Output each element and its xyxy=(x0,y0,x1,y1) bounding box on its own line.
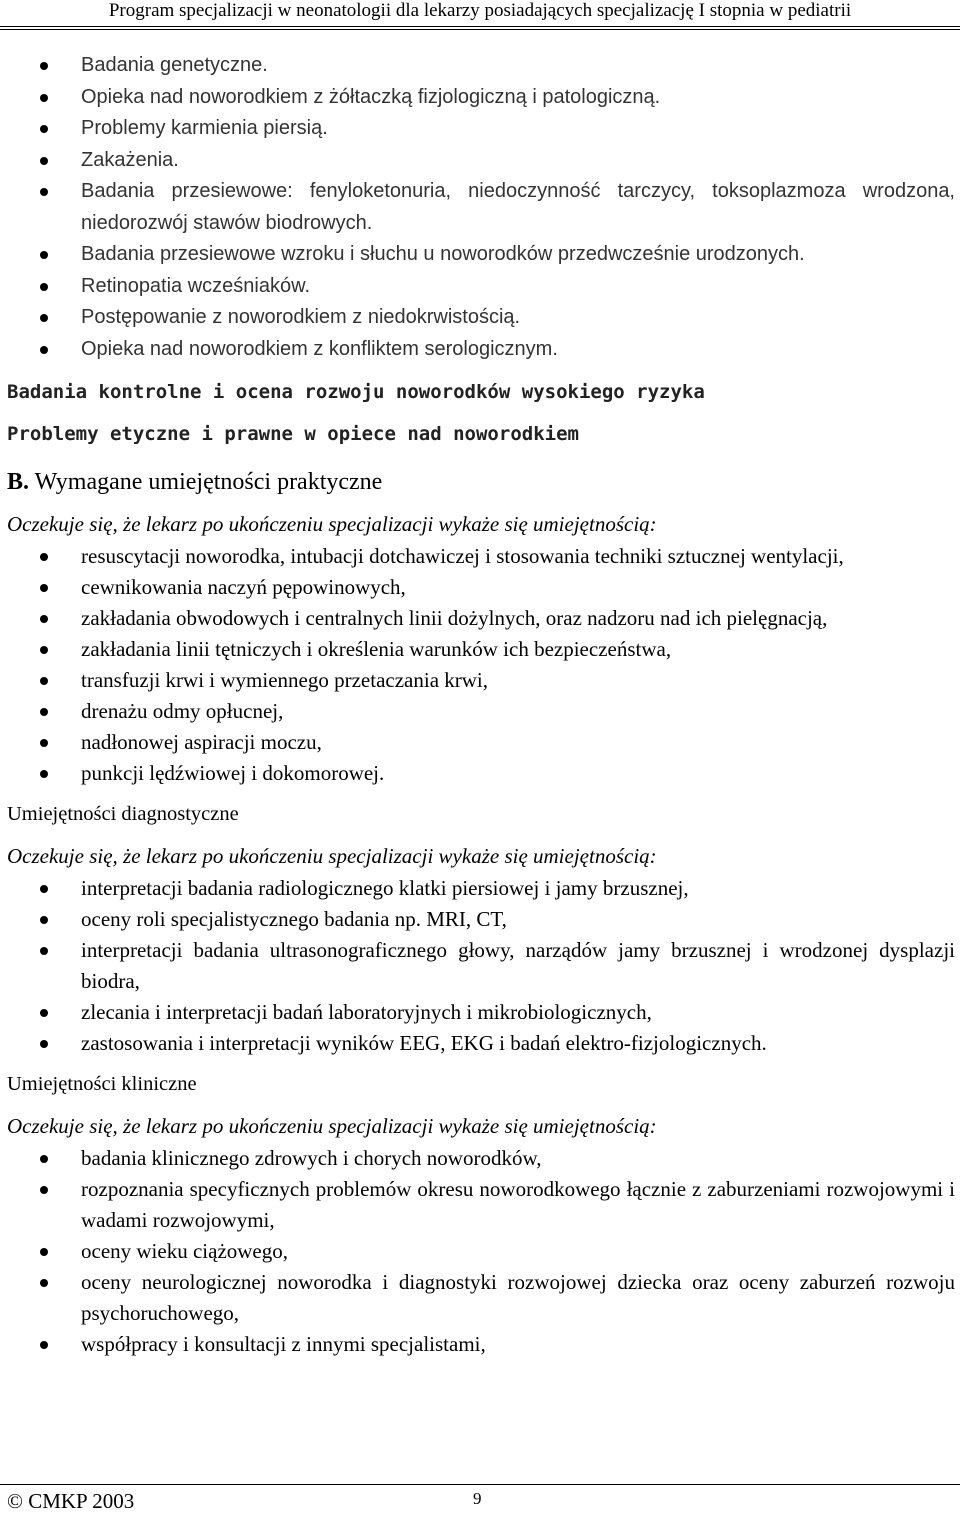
bullet-icon xyxy=(40,1186,48,1194)
list-item xyxy=(7,271,955,303)
list-item-text: Problemy karmienia piersią. xyxy=(81,117,328,139)
diagnostic-skills-list xyxy=(7,873,955,1059)
bullet-icon xyxy=(40,157,48,165)
list-item-text: transfuzji krwi i wymiennego przetaczania krwi, xyxy=(81,668,489,692)
bullet-icon xyxy=(40,739,48,747)
bullet-icon xyxy=(40,1040,48,1048)
list-item xyxy=(7,603,955,634)
list-item-text: badania klinicznego zdrowych i chorych noworodków, xyxy=(81,1146,542,1170)
heading-diagnostic: Umiejętności diagnostyczne xyxy=(7,803,239,825)
list-item xyxy=(7,873,955,904)
list-item xyxy=(7,50,955,82)
list-item-text: zakładania obwodowych i centralnych linii dożylnych, oraz nadzoru nad ich pielęgnacją, xyxy=(81,606,828,630)
list-item xyxy=(7,113,955,145)
list-item-text: współpracy i konsultacji z innymi specjalistami, xyxy=(81,1332,486,1356)
page-header: Program specjalizacji w neonatologii dla lekarzy posiadających specjalizację I stopnia w pediatrii xyxy=(108,0,852,21)
bullet-icon xyxy=(40,1279,48,1287)
list-item-text: Opieka nad noworodkiem z żółtaczką fizjologiczną i patologiczną. xyxy=(81,85,661,108)
list-item xyxy=(7,1236,955,1267)
header-rule-double xyxy=(0,29,960,30)
list-item-text: punkcji lędźwiowej i dokomorowej. xyxy=(81,761,385,785)
list-item xyxy=(7,1267,955,1329)
list-item xyxy=(7,665,955,696)
practical-skills-list xyxy=(7,541,955,789)
list-item xyxy=(7,758,955,789)
heading-clinical: Umiejętności kliniczne xyxy=(7,1073,197,1095)
list-item-text: Retinopatia wcześniaków. xyxy=(81,274,311,297)
topic-list xyxy=(7,50,955,365)
list-item xyxy=(7,634,955,665)
list-item xyxy=(7,997,955,1028)
bullet-icon xyxy=(40,1341,48,1349)
bullet-icon xyxy=(40,346,48,354)
list-item xyxy=(7,727,955,758)
clinical-skills-list xyxy=(7,1143,955,1360)
bullet-icon xyxy=(40,553,48,561)
bullet-icon xyxy=(40,708,48,716)
page-number: 9 xyxy=(473,1489,482,1508)
list-item xyxy=(7,145,955,177)
bullet-icon xyxy=(40,677,48,685)
list-item-text: Badania genetyczne. xyxy=(81,54,268,76)
list-item-text: drenażu odmy opłucnej, xyxy=(81,699,284,723)
list-item xyxy=(7,302,955,334)
bullet-icon xyxy=(40,1155,48,1163)
list-item-text: interpretacji badania radiologicznego klatki piersiowej i jamy brzusznej, xyxy=(81,876,689,900)
heading-follow-up: Badania kontrolne i ocena rozwoju noworodków wysokiego ryzyka xyxy=(7,381,705,403)
list-item xyxy=(7,696,955,727)
list-item-text: oceny roli specjalistycznego badania np. MRI, CT, xyxy=(81,907,507,931)
bullet-icon xyxy=(40,283,48,291)
bullet-icon xyxy=(40,584,48,592)
heading-ethics: Problemy etyczne i prawne w opiece nad noworodkiem xyxy=(7,423,579,445)
list-item xyxy=(7,1174,955,1236)
list-item-text: nadłonowej aspiracji moczu, xyxy=(81,730,322,754)
section-b-letter: B. xyxy=(7,469,30,495)
intro-clinical: Oczekuje się, że lekarz po ukończeniu specjalizacji wykaże się umiejętnością: xyxy=(7,1114,657,1138)
list-item-text: rozpoznania specyficznych problemów okresu noworodkowego łącznie z zaburzeniami rozwojowymi i wadami rozwojowymi, xyxy=(81,1177,955,1232)
list-item xyxy=(7,1329,955,1360)
bullet-icon xyxy=(40,125,48,133)
list-item xyxy=(7,82,955,114)
bullet-icon xyxy=(40,615,48,623)
list-item-text: zlecania i interpretacji badań laboratoryjnych i mikrobiologicznych, xyxy=(81,1000,652,1024)
bullet-icon xyxy=(40,188,48,196)
bullet-icon xyxy=(40,1248,48,1256)
bullet-icon xyxy=(40,62,48,70)
page-content xyxy=(7,50,955,1360)
list-item-text: interpretacji badania ultrasonograficznego głowy, narządów jamy brzusznej i wrodzonej dysplazji biodra, xyxy=(81,938,955,993)
bullet-icon xyxy=(40,251,48,259)
list-item-text: Badania przesiewowe wzroku i słuchu u noworodków przedwcześnie urodzonych. xyxy=(81,243,805,265)
list-item-text: Postępowanie z noworodkiem z niedokrwistością. xyxy=(81,306,521,328)
bullet-icon xyxy=(40,646,48,654)
list-item xyxy=(7,176,955,239)
list-item xyxy=(7,572,955,603)
section-b-heading: Wymagane umiejętności praktyczne xyxy=(34,469,383,495)
footer-copyright: © CMKP 2003 xyxy=(7,1489,135,1513)
bullet-icon xyxy=(40,94,48,102)
bullet-icon xyxy=(40,947,48,955)
list-item xyxy=(7,541,955,572)
bullet-icon xyxy=(40,314,48,322)
list-item xyxy=(7,1028,955,1059)
header-rule xyxy=(0,26,960,27)
bullet-icon xyxy=(40,885,48,893)
list-item-text: resuscytacji noworodka, intubacji dotchawiczej i stosowania techniki sztucznej wentylacji, xyxy=(81,544,844,568)
list-item-text: Zakażenia. xyxy=(81,148,179,171)
list-item-text: cewnikowania naczyń pępowinowych, xyxy=(81,575,406,599)
list-item-text: oceny wieku ciążowego, xyxy=(81,1239,288,1263)
list-item-text: oceny neurologicznej noworodka i diagnostyki rozwojowej dziecka oraz oceny zaburzeń rozwoju psychoruchowego, xyxy=(81,1270,955,1325)
intro-diagnostic: Oczekuje się, że lekarz po ukończeniu specjalizacji wykaże się umiejętnością: xyxy=(7,844,657,868)
list-item-text: Badania przesiewowe: fenyloketonuria, niedoczynność tarczycy, toksoplazmoza wrodzona, niedorozwój stawów biodrowych. xyxy=(81,180,955,234)
list-item xyxy=(7,239,955,271)
bullet-icon xyxy=(40,770,48,778)
list-item-text: zakładania linii tętniczych i określenia warunków ich bezpieczeństwa, xyxy=(81,637,672,661)
list-item-text: Opieka nad noworodkiem z konfliktem serologicznym. xyxy=(81,337,558,360)
list-item xyxy=(7,1143,955,1174)
list-item xyxy=(7,935,955,997)
bullet-icon xyxy=(40,1009,48,1017)
list-item xyxy=(7,904,955,935)
topic-list-section xyxy=(7,50,955,365)
intro-practical: Oczekuje się, że lekarz po ukończeniu specjalizacji wykaże się umiejętnością: xyxy=(7,512,657,536)
list-item xyxy=(7,334,955,366)
list-item-text: zastosowania i interpretacji wyników EEG, EKG i badań elektro-fizjologicznych. xyxy=(81,1031,767,1055)
bullet-icon xyxy=(40,916,48,924)
section-b-title xyxy=(7,467,955,497)
footer-rule xyxy=(0,1484,960,1485)
